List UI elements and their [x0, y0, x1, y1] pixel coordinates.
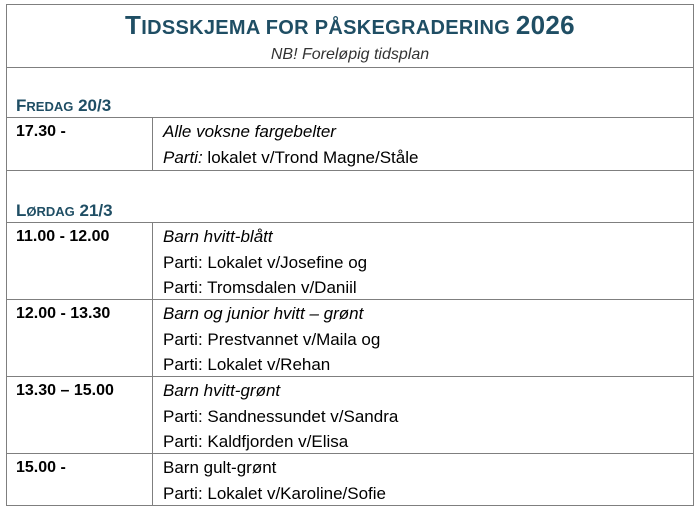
schedule-document [6, 4, 694, 506]
parti-cell: Parti: Prestvannet v/Maila og [163, 330, 381, 349]
divider [6, 376, 694, 377]
column-divider [152, 222, 153, 506]
group-cell: Barn og junior hvitt – grønt [163, 304, 364, 323]
parti-cell: Parti: Lokalet v/Rehan [163, 355, 331, 374]
divider [6, 453, 694, 454]
day-heading-lordag: LØRDAG 21/3 [16, 201, 113, 220]
group-cell: Barn hvitt-blått [163, 227, 273, 246]
parti-cell: Parti: Tromsdalen v/Daniil [163, 278, 357, 297]
parti-cell: Parti: Kaldfjorden v/Elisa [163, 432, 349, 451]
parti-label: Parti: [163, 148, 203, 167]
divider [6, 67, 694, 68]
group-cell: Barn gult-grønt [163, 458, 277, 477]
parti-text: lokalet v/Trond Magne/Ståle [207, 148, 419, 167]
group-cell: Barn hvitt-grønt [163, 381, 281, 400]
parti-cell: Parti: Lokalet v/Josefine og [163, 253, 368, 272]
parti-cell [163, 148, 418, 168]
page-subtitle: NB! Foreløpig tidsplan [270, 46, 430, 63]
divider [6, 222, 694, 223]
divider [6, 170, 694, 171]
parti-cell: Parti: Lokalet v/Karoline/Sofie [163, 484, 387, 503]
time-cell: 17.30 - [16, 123, 66, 140]
day-heading-fredag: FREDAG 20/3 [16, 96, 112, 115]
time-cell: 12.00 - 13.30 [16, 305, 111, 322]
time-cell: 13.30 – 15.00 [16, 382, 114, 399]
divider [6, 117, 694, 118]
time-cell: 11.00 - 12.00 [16, 228, 110, 245]
divider [6, 299, 694, 300]
parti-cell: Parti: Sandnessundet v/Sandra [163, 407, 399, 426]
page-title: TIDSSKJEMA FOR PÅSKEGRADERING 2026 [125, 10, 575, 40]
group-cell: Alle voksne fargebelter [163, 122, 336, 141]
column-divider [152, 117, 153, 170]
time-cell: 15.00 - [16, 459, 66, 476]
